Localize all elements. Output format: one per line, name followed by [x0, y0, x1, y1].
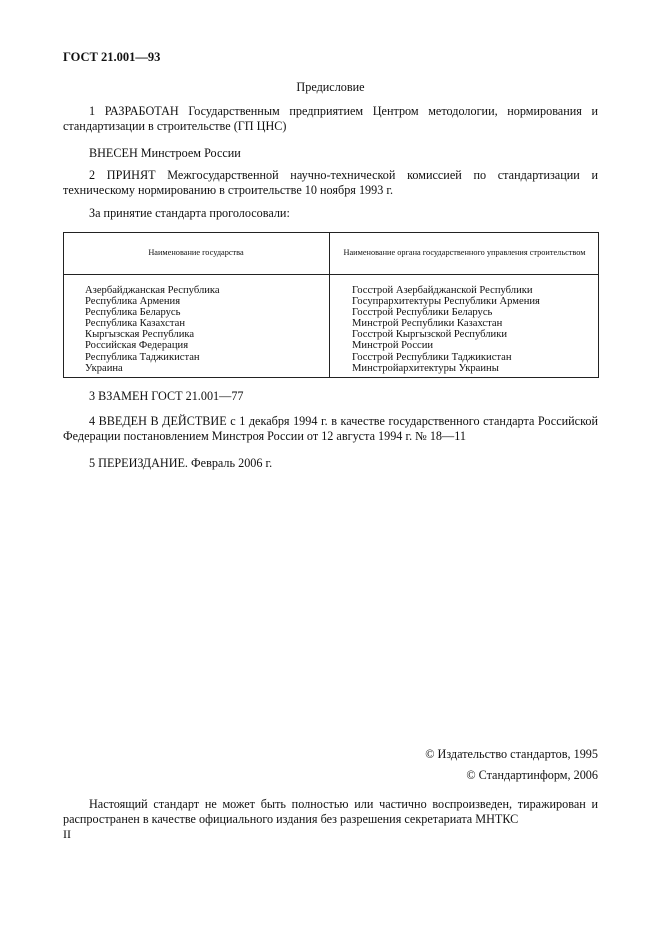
paragraph-replaces: 3 ВЗАМЕН ГОСТ 21.001—77: [89, 389, 244, 403]
paragraph-adopted: 2 ПРИНЯТ Межгосударственной научно-технической комиссией по стандартизации и техническому нормированию в строительстве 10 ноября 1993 г.: [63, 168, 598, 197]
reproduction-notice: Настоящий стандарт не может быть полностью или частично воспроизведен, тиражирован и распространен в качестве официального издания без разрешения секретариата МНТКС: [63, 797, 598, 826]
table-row-authority: Госстрой Кыргызской Республики: [352, 329, 508, 341]
table-row-state: Кыргызская Республика: [85, 329, 195, 341]
paragraph-developed: 1 РАЗРАБОТАН Государственным предприятием Центром методологии, нормирования и стандартизации в строительстве (ГП ЦНС): [63, 104, 598, 133]
table-row-authority: Госстрой Азербайджанской Республики: [352, 285, 533, 296]
paragraph-effective: 4 ВВЕДЕН В ДЕЙСТВИЕ с 1 декабря 1994 г. в качестве государственного стандарта Российской Федерации постановлением Минстроя России от 12 августа 1994 г. № 18—11: [63, 414, 598, 443]
paragraph-voted: За принятие стандарта проголосовали:: [89, 206, 290, 220]
copyright-publisher: © Издательство стандартов, 1995: [425, 747, 598, 761]
copyright-standartinform: © Стандартинформ, 2006: [466, 768, 598, 782]
page-number: II: [63, 827, 71, 841]
table-row-state: Украина: [85, 362, 123, 374]
table-row-authority: Госстрой Республики Таджикистан: [352, 351, 512, 363]
table-header-authority: Наименование органа государственного управления строительством: [330, 232, 600, 275]
table-row-authority: Минстрой Республики Казахстан: [352, 318, 503, 330]
table-row-state: Республика Казахстан: [85, 318, 186, 330]
table-row-state: Республика Таджикистан: [85, 351, 200, 363]
table-row-authority: Минстрой России: [352, 340, 434, 352]
table-row-state: Азербайджанская Республика: [85, 285, 220, 296]
table-row-state: Республика Армения: [85, 296, 181, 308]
authorities-column: [330, 275, 600, 377]
table-row-authority: Госстрой Республики Беларусь: [352, 307, 493, 319]
states-table: [63, 232, 599, 377]
document-code: ГОСТ 21.001—93: [63, 50, 161, 64]
preface-title: Предисловие: [296, 80, 365, 94]
table-row-state: Российская Федерация: [85, 340, 189, 352]
paragraph-introduced: ВНЕСЕН Минстроем России: [89, 146, 241, 160]
table-header-state: Наименование государства: [63, 232, 330, 275]
table-row-state: Республика Беларусь: [85, 307, 181, 319]
table-row-authority: Госупрархитектуры Республики Армения: [352, 296, 540, 308]
table-row-authority: Минстройархитектуры Украины: [352, 362, 499, 374]
paragraph-reissue: 5 ПЕРЕИЗДАНИЕ. Февраль 2006 г.: [89, 456, 273, 470]
states-column: [63, 275, 330, 377]
